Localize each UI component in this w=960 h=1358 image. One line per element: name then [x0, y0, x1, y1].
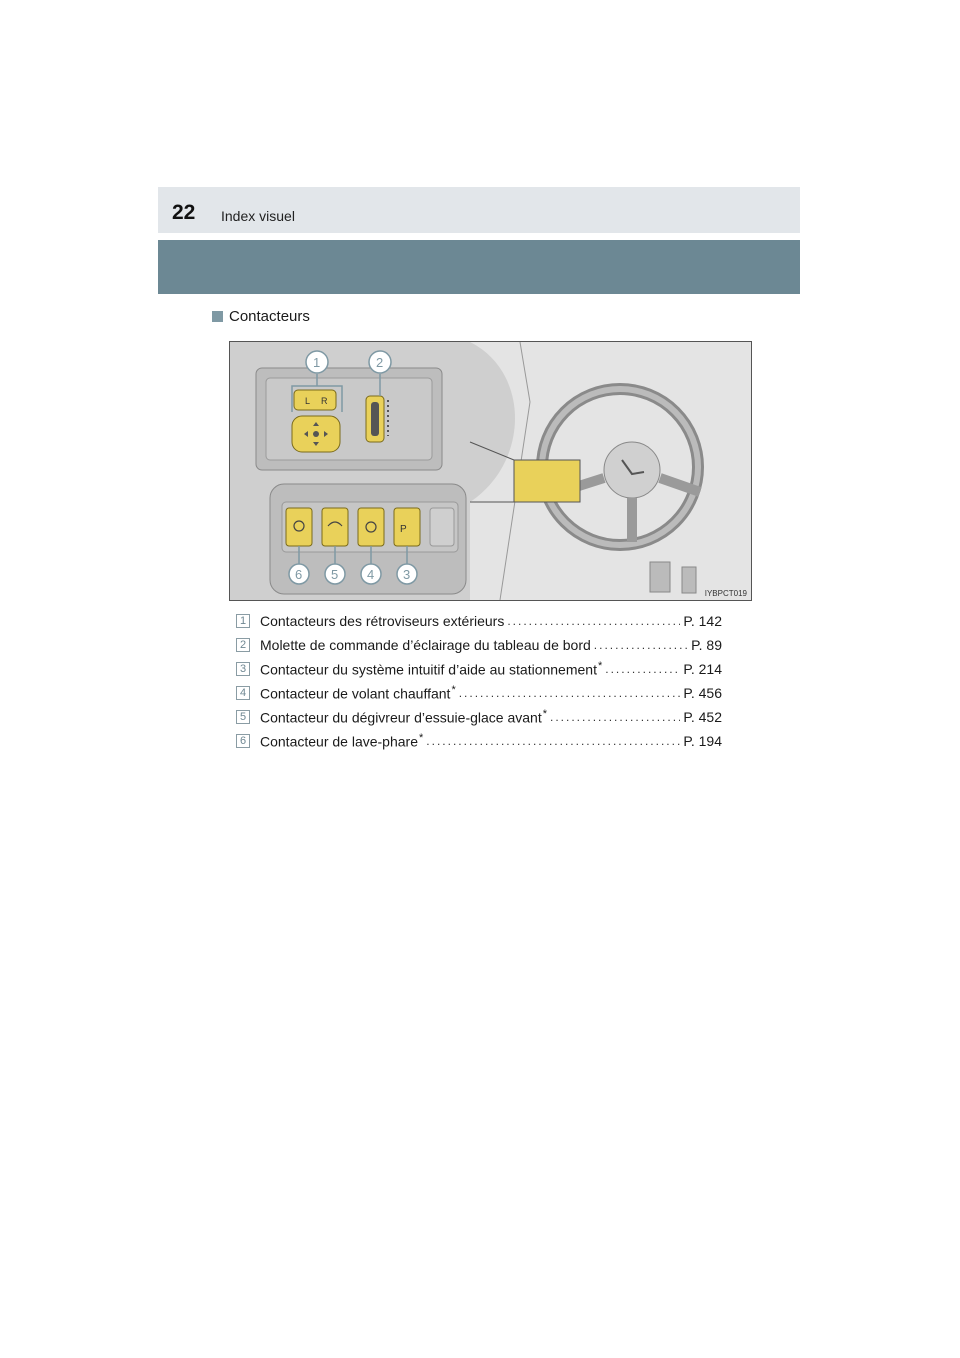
callout-2: 2	[376, 355, 384, 370]
page-reference[interactable]: P. 452	[683, 709, 722, 725]
asterisk: *	[542, 708, 548, 721]
subheading	[212, 308, 310, 325]
item-text	[260, 684, 456, 702]
item-text-label: Contacteur de lave-phare	[260, 733, 418, 750]
list-item	[236, 609, 722, 633]
page-reference[interactable]: P. 194	[683, 733, 722, 749]
item-text: Molette de commande d’éclairage du tableau de bord	[260, 637, 591, 653]
parking-label: P	[400, 524, 407, 535]
section-title: Index visuel	[221, 208, 295, 224]
page-reference[interactable]: P. 214	[683, 661, 722, 677]
item-text-label: Contacteur de volant chauffant	[260, 685, 451, 702]
list-item	[236, 705, 722, 729]
asterisk: *	[597, 660, 603, 673]
item-text	[260, 660, 602, 678]
leader-dots	[550, 710, 680, 724]
subheading-text: Contacteurs	[229, 308, 310, 325]
list-item	[236, 681, 722, 705]
list-item	[236, 633, 722, 657]
item-text-label: Contacteur du dégivreur d’essuie-glace avant	[260, 709, 542, 726]
item-text	[260, 708, 547, 726]
legend-list	[236, 609, 722, 753]
item-text-label: Contacteur du système intuitif d’aide au stationnement	[260, 661, 597, 678]
illustration-svg	[230, 342, 751, 600]
mirror-l-label: L	[305, 396, 311, 406]
callout-1: 1	[313, 355, 321, 370]
item-number: 1	[236, 614, 250, 628]
figure-code: IYBPCT019	[704, 589, 747, 598]
leader-dots	[605, 662, 680, 676]
asterisk: *	[419, 732, 424, 745]
page-reference[interactable]: P. 89	[691, 637, 722, 653]
leader-dots	[507, 614, 680, 628]
item-number: 4	[236, 686, 250, 700]
item-number: 6	[236, 734, 250, 748]
leader-dots	[459, 686, 681, 700]
callout-4: 4	[367, 567, 375, 582]
list-item	[236, 657, 722, 681]
chapter-band	[158, 240, 800, 294]
page-number: 22	[172, 201, 196, 224]
item-number: 5	[236, 710, 250, 724]
list-item	[236, 729, 722, 753]
square-bullet-icon	[212, 311, 223, 322]
item-number: 2	[236, 638, 250, 652]
asterisk: *	[451, 684, 456, 697]
mirror-r-label: R	[321, 396, 328, 406]
callout-5: 5	[331, 567, 339, 582]
leader-dots	[594, 638, 688, 652]
item-number: 3	[236, 662, 250, 676]
page-reference[interactable]: P. 142	[683, 613, 722, 629]
callout-3: 3	[403, 567, 411, 582]
callout-6: 6	[295, 567, 303, 582]
item-text	[260, 732, 423, 750]
leader-dots	[426, 734, 680, 748]
page-reference[interactable]: P. 456	[683, 685, 722, 701]
item-text: Contacteurs des rétroviseurs extérieurs	[260, 613, 505, 629]
switches-illustration	[229, 341, 752, 601]
